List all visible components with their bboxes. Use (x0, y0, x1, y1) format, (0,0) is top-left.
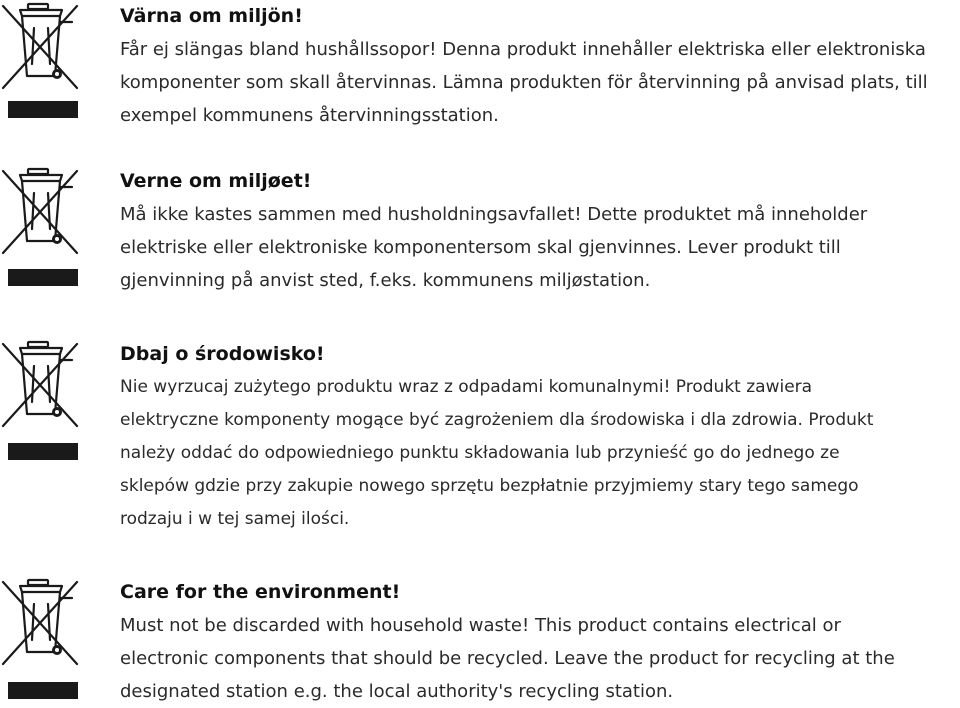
weee-symbol (0, 338, 80, 458)
weee-symbol (0, 576, 80, 696)
weee-underline-bar (8, 682, 78, 699)
crossed-out-wheelie-bin-icon (0, 0, 80, 95)
body-line: electronic components that should be recycled. Leave the product for recycling at the (120, 648, 895, 669)
weee-symbol (0, 0, 80, 120)
body-line: komponenter som skall återvinnas. Lämna produkten för återvinning på anvisad plats, till (120, 72, 928, 93)
crossed-out-wheelie-bin-icon (0, 576, 80, 671)
weee-underline-bar (8, 443, 78, 460)
section-heading: Care for the environment! (120, 581, 401, 603)
body-line: elektriske eller elektroniske komponentersom skal gjenvinnes. Lever produkt till (120, 237, 841, 258)
body-line: rodzaju i w tej samej ilości. (120, 509, 350, 529)
weee-underline-bar (8, 269, 78, 286)
text-column (120, 338, 956, 536)
body-line: sklepów gdzie przy zakupie nowego sprzętu bezpłatnie przyjmiemy stary tego samego (120, 476, 859, 496)
body-line: elektryczne komponenty mogące być zagrożeniem dla środowiska i dla zdrowia. Produkt (120, 410, 874, 430)
body-line: Nie wyrzucaj zużytego produktu wraz z odpadami komunalnymi! Produkt zawiera (120, 377, 813, 397)
body-line: Får ej slängas bland hushållssopor! Denna produkt innehåller elektriska eller elektroniska (120, 39, 926, 60)
section-heading: Dbaj o środowisko! (120, 343, 325, 365)
section-body (120, 371, 956, 536)
weee-underline-bar (8, 101, 78, 118)
text-column (120, 165, 956, 297)
section-heading: Värna om miljön! (120, 5, 303, 27)
crossed-out-wheelie-bin-icon (0, 338, 80, 433)
text-column (120, 576, 956, 708)
crossed-out-wheelie-bin-icon (0, 165, 80, 260)
weee-symbol (0, 165, 80, 285)
body-line: gjenvinning på anvist sted, f.eks. kommunens miljøstation. (120, 270, 651, 291)
section-body (120, 609, 956, 708)
body-line: exempel kommunens återvinningsstation. (120, 105, 499, 126)
body-line: Must not be discarded with household waste! This product contains electrical or (120, 615, 841, 636)
section-body (120, 198, 956, 297)
body-line: Må ikke kastes sammen med husholdningsavfallet! Dette produktet må inneholder (120, 204, 868, 225)
body-line: należy oddać do odpowiedniego punktu składowania lub przynieść go do jednego ze (120, 443, 840, 463)
body-line: designated station e.g. the local authority's recycling station. (120, 681, 674, 702)
text-column (120, 0, 956, 132)
section-heading: Verne om miljøet! (120, 170, 312, 192)
section-body (120, 33, 956, 132)
